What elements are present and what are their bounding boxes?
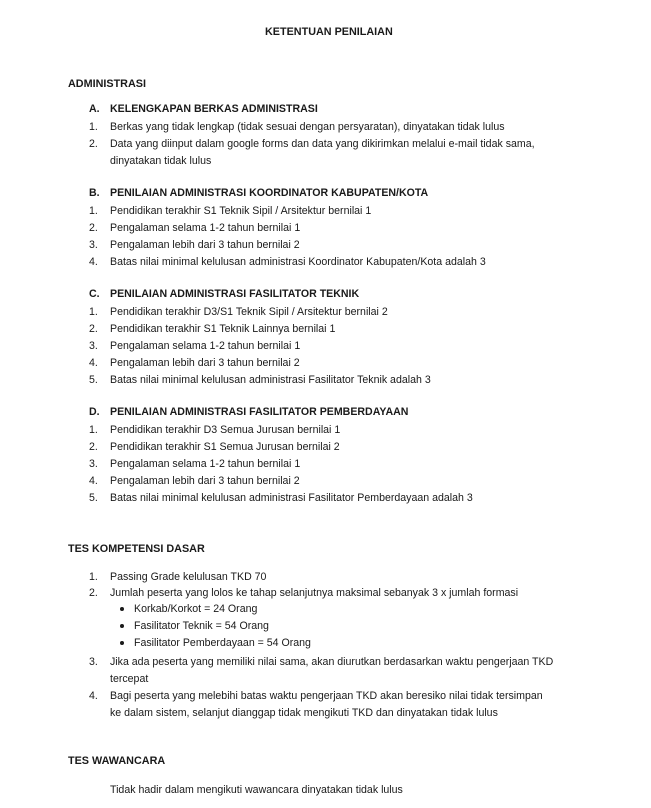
list-number: 2. [89,138,98,150]
list-item-text: Passing Grade kelulusan TKD 70 [110,571,267,583]
list-number: 2. [89,323,98,335]
bullet-item-text: Fasilitator Teknik = 54 Orang [134,620,269,632]
group-heading-d: PENILAIAN ADMINISTRASI FASILITATOR PEMBERDAYAAN [110,406,409,418]
bullet-item-text: Fasilitator Pemberdayaan = 54 Orang [134,637,311,649]
group-heading-c: PENILAIAN ADMINISTRASI FASILITATOR TEKNIK [110,288,360,300]
list-item-text: Batas nilai minimal kelulusan administrasi Fasilitator Pemberdayaan adalah 3 [110,492,473,504]
list-item-text: ke dalam sistem, selanjut dianggap tidak mengikuti TKD dan dinyatakan tidak lulus [110,707,498,719]
bullet-icon [120,641,124,645]
bullet-item-text: Korkab/Korkot = 24 Orang [134,603,258,615]
list-number: 1. [89,205,98,217]
list-number: 3. [89,239,98,251]
list-number: 3. [89,340,98,352]
list-item-text: Pengalaman lebih dari 3 tahun bernilai 2 [110,239,300,251]
list-number: 4. [89,357,98,369]
list-number: 3. [89,656,98,668]
list-number: 2. [89,587,98,599]
list-item-text: Berkas yang tidak lengkap (tidak sesuai dengan persyaratan), dinyatakan tidak lulus [110,121,505,133]
list-number: 5. [89,374,98,386]
group-heading-a: KELENGKAPAN BERKAS ADMINISTRASI [110,103,318,115]
list-item-text: Pengalaman selama 1-2 tahun bernilai 1 [110,222,301,234]
list-number: 1. [89,121,98,133]
group-letter-d: D. [89,406,100,418]
list-number: 2. [89,441,98,453]
list-item-text: Pengalaman selama 1-2 tahun bernilai 1 [110,458,301,470]
list-number: 1. [89,571,98,583]
list-number: 4. [89,475,98,487]
list-item-text: Jika ada peserta yang memiliki nilai sama, akan diurutkan berdasarkan waktu pengerjaan TKD [110,656,554,668]
group-letter-c: C. [89,288,100,300]
list-item-text: Pendidikan terakhir D3/S1 Teknik Sipil / Arsitektur bernilai 2 [110,306,388,318]
list-item-text: Pengalaman lebih dari 3 tahun bernilai 2 [110,357,300,369]
list-item-text: Pengalaman selama 1-2 tahun bernilai 1 [110,340,301,352]
bullet-icon [120,607,124,611]
list-item-text: Jumlah peserta yang lolos ke tahap selanjutnya maksimal sebanyak 3 x jumlah formasi [110,587,519,599]
list-item-text: tercepat [110,673,149,685]
list-item-text: Batas nilai minimal kelulusan administrasi Fasilitator Teknik adalah 3 [110,374,431,386]
group-letter-a: A. [89,103,100,115]
section-heading-wawancara: TES WAWANCARA [68,755,166,767]
list-number: 3. [89,458,98,470]
list-item-text: dinyatakan tidak lulus [110,155,212,167]
list-number: 2. [89,222,98,234]
bullet-icon [120,624,124,628]
group-letter-b: B. [89,187,100,199]
list-number: 1. [89,306,98,318]
section-heading-tkd: TES KOMPETENSI DASAR [68,543,205,555]
list-number: 4. [89,256,98,268]
list-item-text: Batas nilai minimal kelulusan administrasi Koordinator Kabupaten/Kota adalah 3 [110,256,486,268]
document-title: KETENTUAN PENILAIAN [265,26,393,38]
list-item-text: Data yang diinput dalam google forms dan data yang dikirimkan melalui e-mail tidak sama, [110,138,535,150]
list-number: 4. [89,690,98,702]
list-item-text: Bagi peserta yang melebihi batas waktu pengerjaan TKD akan beresiko nilai tidak tersimpan [110,690,543,702]
list-number: 5. [89,492,98,504]
list-item-text: Pengalaman lebih dari 3 tahun bernilai 2 [110,475,300,487]
list-item-text: Pendidikan terakhir S1 Teknik Sipil / Arsitektur bernilai 1 [110,205,372,217]
list-number: 1. [89,424,98,436]
list-item-text: Pendidikan terakhir D3 Semua Jurusan bernilai 1 [110,424,341,436]
list-item-text: Pendidikan terakhir S1 Semua Jurusan bernilai 2 [110,441,340,453]
section-heading-administrasi: ADMINISTRASI [68,78,146,90]
list-item-text: Pendidikan terakhir S1 Teknik Lainnya bernilai 1 [110,323,336,335]
group-heading-b: PENILAIAN ADMINISTRASI KOORDINATOR KABUPATEN/KOTA [110,187,429,199]
wawancara-text: Tidak hadir dalam mengikuti wawancara dinyatakan tidak lulus [110,784,403,796]
